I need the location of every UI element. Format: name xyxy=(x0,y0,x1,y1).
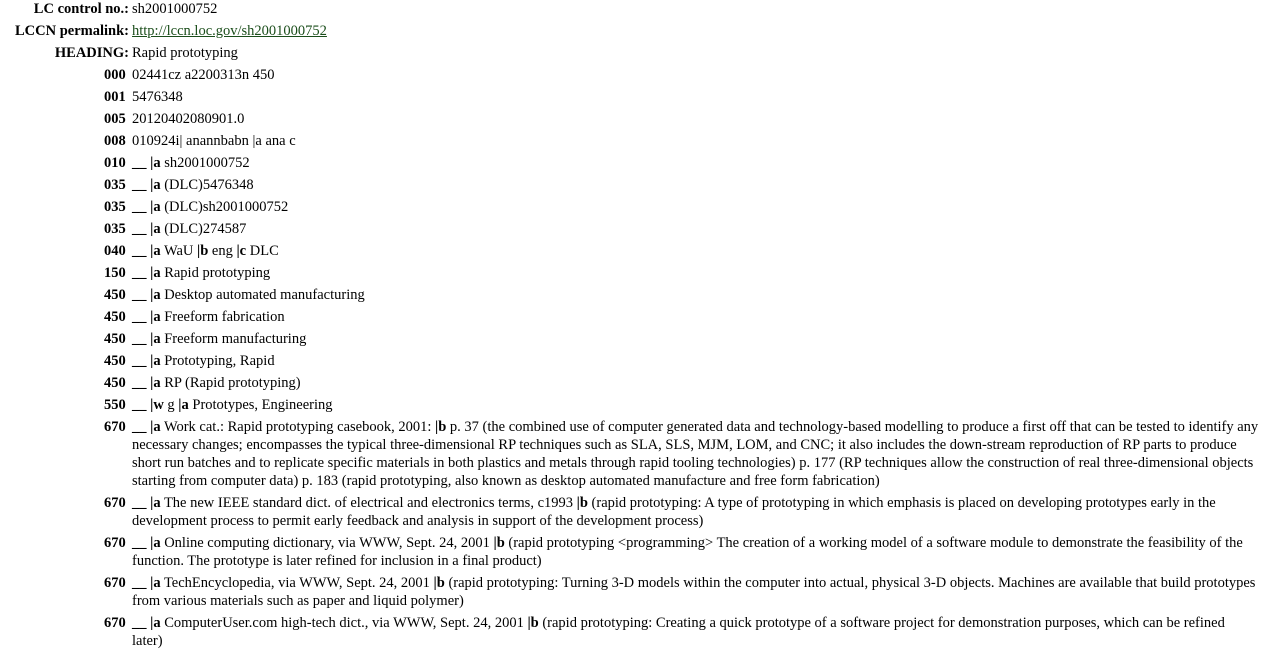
subfield-code: |b xyxy=(576,495,588,511)
subfield-code: |a xyxy=(150,575,161,591)
record-header xyxy=(0,0,1267,62)
lccn-permalink-link[interactable]: http://lccn.loc.gov/sh2001000752 xyxy=(132,23,327,39)
field-value xyxy=(130,330,1259,348)
marc-field-670 xyxy=(0,614,1267,650)
marc-field-001 xyxy=(0,88,1267,106)
subfield-text: DLC xyxy=(249,243,279,259)
subfield-code: |a xyxy=(150,331,161,347)
marc-field-450 xyxy=(0,374,1267,392)
subfield-code: |c xyxy=(236,243,247,259)
field-indicators: __ xyxy=(132,243,147,259)
subfield-code: |a xyxy=(178,397,189,413)
subfield-code: |a xyxy=(150,309,161,325)
field-tag: 035 xyxy=(104,177,126,193)
field-indicators: __ xyxy=(132,575,147,591)
field-tag: 010 xyxy=(104,155,126,171)
field-value xyxy=(130,66,1259,84)
field-indicators: __ xyxy=(132,287,147,303)
subfield-code: |b xyxy=(433,575,445,591)
field-tag: 000 xyxy=(104,67,126,83)
marc-field-450 xyxy=(0,352,1267,370)
lccn-permalink-row xyxy=(0,22,1267,40)
marc-field-035 xyxy=(0,198,1267,216)
field-indicators: __ xyxy=(132,177,147,193)
subfield-text: RP (Rapid prototyping) xyxy=(164,375,301,391)
subfield-text: 010924i| anannbabn |a ana c xyxy=(132,133,296,149)
field-value xyxy=(130,242,1259,260)
subfield-text: 20120402080901.0 xyxy=(132,111,245,127)
field-value xyxy=(130,418,1259,490)
marc-field-450 xyxy=(0,308,1267,326)
field-value xyxy=(130,352,1259,370)
field-indicators: __ xyxy=(132,375,147,391)
field-value xyxy=(130,574,1259,610)
subfield-text: sh2001000752 xyxy=(164,155,250,171)
field-indicators: __ xyxy=(132,615,147,631)
field-tag: 670 xyxy=(104,495,126,511)
marc-field-450 xyxy=(0,286,1267,304)
subfield-text: 5476348 xyxy=(132,89,183,105)
marc-field-005 xyxy=(0,110,1267,128)
subfield-code: |a xyxy=(150,155,161,171)
marc-field-450 xyxy=(0,330,1267,348)
field-indicators: __ xyxy=(132,155,147,171)
subfield-code: |a xyxy=(150,495,161,511)
field-value xyxy=(130,88,1259,106)
subfield-code: |a xyxy=(150,243,161,259)
subfield-code: |w xyxy=(150,397,164,413)
field-value xyxy=(130,110,1259,128)
marc-field-670 xyxy=(0,574,1267,610)
marc-field-670 xyxy=(0,534,1267,570)
field-value xyxy=(130,220,1259,238)
field-tag: 001 xyxy=(104,89,126,105)
subfield-text: 02441cz a2200313n 450 xyxy=(132,67,275,83)
subfield-code: |a xyxy=(150,535,161,551)
subfield-text: (DLC)5476348 xyxy=(164,177,254,193)
subfield-code: |b xyxy=(197,243,209,259)
field-tag: 450 xyxy=(104,287,126,303)
subfield-code: |a xyxy=(150,199,161,215)
field-tag: 450 xyxy=(104,309,126,325)
field-value xyxy=(130,264,1259,282)
field-value xyxy=(130,198,1259,216)
field-tag: 450 xyxy=(104,331,126,347)
field-value xyxy=(130,614,1259,650)
field-value xyxy=(130,132,1259,150)
subfield-code: |a xyxy=(150,615,161,631)
subfield-code: |b xyxy=(493,535,505,551)
header-value: Rapid prototyping xyxy=(132,45,238,61)
subfield-text: eng xyxy=(211,243,233,259)
subfield-code: |a xyxy=(150,177,161,193)
field-tag: 040 xyxy=(104,243,126,259)
field-tag: 008 xyxy=(104,133,126,149)
field-indicators: __ xyxy=(132,495,147,511)
field-tag: 035 xyxy=(104,221,126,237)
marc-field-150 xyxy=(0,264,1267,282)
field-value xyxy=(130,286,1259,304)
marc-field-035 xyxy=(0,220,1267,238)
subfield-code: |a xyxy=(150,375,161,391)
subfield-text: (rapid prototyping: Turning 3-D models within the computer into actual, physical 3-D objects. Machines are available that build prototypes from various materials such as paper and liquid polymer) xyxy=(132,575,1256,609)
field-value xyxy=(130,396,1259,414)
subfield-text: WaU xyxy=(163,243,194,259)
field-value xyxy=(130,494,1259,530)
field-tag: 035 xyxy=(104,199,126,215)
subfield-text: The new IEEE standard dict. of electrical and electronics terms, c1993 xyxy=(163,495,574,511)
subfield-text: Freeform manufacturing xyxy=(164,331,307,347)
subfield-text: Freeform fabrication xyxy=(164,309,285,325)
subfield-code: |a xyxy=(150,221,161,237)
marc-field-550 xyxy=(0,396,1267,414)
field-tag: 450 xyxy=(104,353,126,369)
field-tag: 005 xyxy=(104,111,126,127)
field-tag: 670 xyxy=(104,575,126,591)
subfield-text: (DLC)274587 xyxy=(164,221,247,237)
subfield-text: (rapid prototyping <programming> The creation of a working model of a software module to demonstrate the feasibility of the function. The prototype is later refined for inclusion in a final product) xyxy=(132,535,1243,569)
field-indicators: __ xyxy=(132,331,147,347)
subfield-text: ComputerUser.com high-tech dict., via WWW, Sept. 24, 2001 xyxy=(164,615,524,631)
marc-field-list xyxy=(0,66,1267,650)
marc-field-010 xyxy=(0,154,1267,172)
field-value xyxy=(130,154,1259,172)
field-indicators: __ xyxy=(132,397,147,413)
subfield-text: Prototyping, Rapid xyxy=(164,353,275,369)
field-tag: 670 xyxy=(104,535,126,551)
subfield-text: Work cat.: Rapid prototyping casebook, 2001: xyxy=(163,419,432,435)
header-value: sh2001000752 xyxy=(132,1,218,17)
field-indicators: __ xyxy=(132,199,147,215)
field-value xyxy=(130,308,1259,326)
field-value xyxy=(130,176,1259,194)
lc-control-number-row xyxy=(0,0,1267,18)
subfield-code: |a xyxy=(150,265,161,281)
subfield-code: |a xyxy=(150,419,161,435)
heading-row xyxy=(0,44,1267,62)
subfield-text: p. 37 (the combined use of computer generated data and technology-based modelling to produce a first off that can be tested to identify any necessary changes; encompasses the typical three-dimensional RP techniques such as SLA, SLS, MJM, LOM, and CNC; it also includes the down-stream reproduction of RP parts to produce short run batches and to replicate specific materials in both plastics and metals through rapid tooling technologies) p. 177 (RP techniques allow the construction of real three-dimensional objects starting from computer data) p. 183 (rapid prototyping, also known as desktop automated manufacture and free form fabrication) xyxy=(132,419,1259,489)
field-tag: 150 xyxy=(104,265,126,281)
field-tag: 450 xyxy=(104,375,126,391)
subfield-text: Online computing dictionary, via WWW, Sept. 24, 2001 xyxy=(164,535,490,551)
subfield-code: |b xyxy=(435,419,447,435)
subfield-text: (rapid prototyping: A type of prototyping in which emphasis is placed on developing prototypes early in the development process to permit early feedback and analysis in support of the development process) xyxy=(132,495,1216,529)
subfield-text: Desktop automated manufacturing xyxy=(164,287,365,303)
field-indicators: __ xyxy=(132,419,147,435)
subfield-text: (DLC)sh2001000752 xyxy=(164,199,289,215)
field-tag: 670 xyxy=(104,615,126,631)
subfield-code: |a xyxy=(150,353,161,369)
subfield-code: |a xyxy=(150,287,161,303)
header-label: LC control no.: xyxy=(33,1,129,17)
subfield-code: |b xyxy=(527,615,539,631)
field-indicators: __ xyxy=(132,309,147,325)
field-indicators: __ xyxy=(132,265,147,281)
header-label: HEADING: xyxy=(54,45,129,61)
field-value xyxy=(130,534,1259,570)
subfield-text: g xyxy=(167,397,175,413)
marc-field-670 xyxy=(0,494,1267,530)
header-label: LCCN permalink: xyxy=(15,23,129,39)
field-tag: 550 xyxy=(104,397,126,413)
subfield-text: Rapid prototyping xyxy=(164,265,271,281)
subfield-text: (rapid prototyping: Creating a quick prototype of a software project for demonstration purposes, which can be refined later) xyxy=(132,615,1225,649)
field-indicators: __ xyxy=(132,353,147,369)
marc-field-040 xyxy=(0,242,1267,260)
marc-field-670 xyxy=(0,418,1267,490)
marc-field-000 xyxy=(0,66,1267,84)
field-tag: 670 xyxy=(104,419,126,435)
field-indicators: __ xyxy=(132,221,147,237)
marc-field-008 xyxy=(0,132,1267,150)
header-value xyxy=(129,22,1267,40)
subfield-text: TechEncyclopedia, via WWW, Sept. 24, 2001 xyxy=(163,575,430,591)
field-indicators: __ xyxy=(132,535,147,551)
marc-field-035 xyxy=(0,176,1267,194)
subfield-text: Prototypes, Engineering xyxy=(192,397,333,413)
field-value xyxy=(130,374,1259,392)
